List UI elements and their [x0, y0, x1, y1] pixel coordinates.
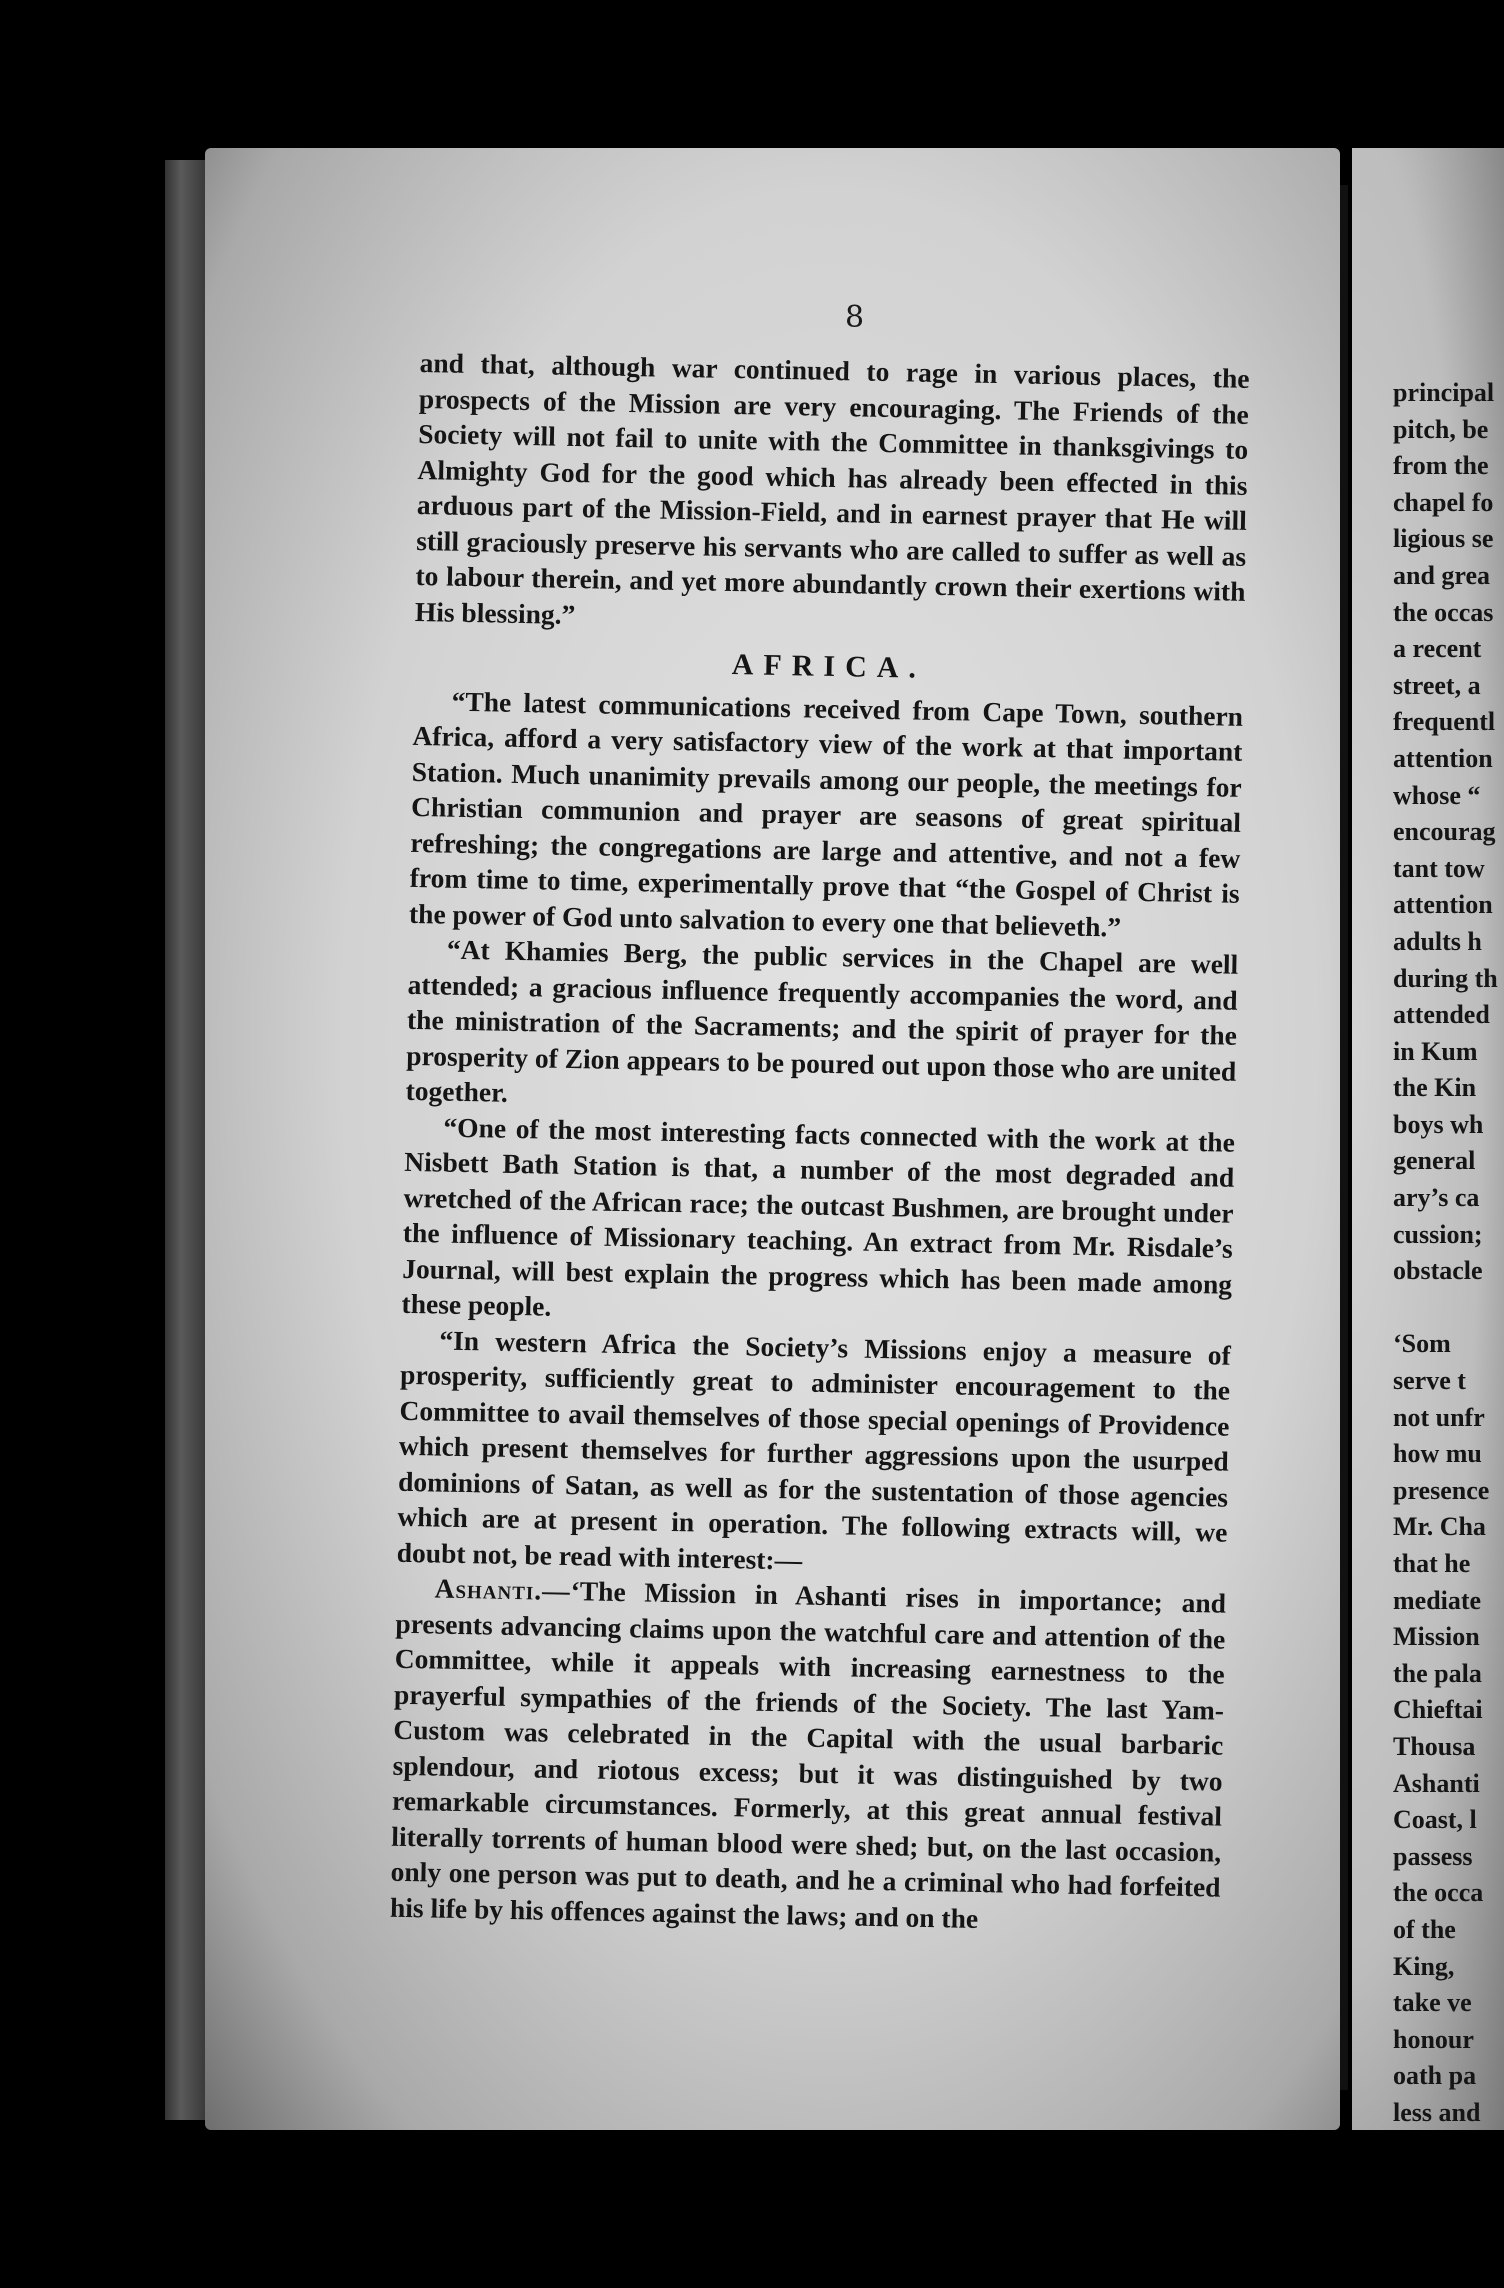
next-page-line: chapel fo — [1393, 487, 1494, 517]
next-page-line: Mission — [1393, 1622, 1480, 1652]
paragraph-western-africa: “In western Africa the Society’s Missions enjoy a measure of prosperity, sufficiently great to administer encouragement to the Committee to avail themselves of those special openings of Providence which present themselves for further aggressions upon the usurped dominions of Satan, as well as for the sustentation of those agencies which are at present in operation. The following extracts will, we doubt not, be read with interest:— — [396, 1324, 1232, 1576]
next-page-line: street, a — [1393, 670, 1481, 700]
paragraph-ashanti — [390, 1570, 1227, 1941]
next-page-line: during th — [1393, 963, 1498, 993]
next-page-line: Mr. Cha — [1393, 1512, 1486, 1542]
next-page-line: the occas — [1393, 597, 1494, 627]
next-page-line: the occa — [1393, 1878, 1484, 1908]
next-page-line: obstacle — [1393, 1256, 1483, 1286]
next-page-line: adults h — [1393, 926, 1482, 956]
next-page-line: mediate — [1393, 1585, 1482, 1615]
paragraph-nisbett-bath: “One of the most interesting facts connected with the work at the Nisbett Bath Station is that, a number of the most degraded and wretched of the African race; the outcast Bushmen, are brought under the influence of Missionary teaching. An extract from Mr. Risdale’s Journal, will best explain the progress which has been made among these people. — [401, 1111, 1236, 1322]
main-text-column — [390, 345, 1250, 1941]
next-page-line: encourag — [1393, 817, 1496, 847]
next-page-line: ary’s ca — [1393, 1183, 1480, 1213]
next-page-line — [1393, 1290, 1504, 1327]
next-page-line: passess — [1393, 1841, 1473, 1871]
next-page-text — [1393, 375, 1504, 2132]
next-page-line: cussion; — [1393, 1219, 1483, 1249]
next-page-line: attention — [1393, 890, 1493, 920]
next-page-line: ‘Som — [1393, 1329, 1451, 1359]
next-page-line: from the — [1393, 451, 1489, 481]
next-page-line: a recent — [1393, 634, 1482, 664]
next-page-line: honour — [1393, 2024, 1474, 2054]
next-page-line: Thousa — [1393, 1731, 1476, 1761]
next-page-line: the pala — [1393, 1658, 1482, 1688]
next-page-line: Coast, l — [1393, 1805, 1477, 1835]
next-page-line: oath pa — [1393, 2061, 1477, 2091]
next-page-line: tant tow — [1393, 853, 1485, 883]
next-page-line: serve t — [1393, 1366, 1466, 1396]
next-page-line: King, — [1393, 1951, 1455, 1981]
next-page-line: not unfr — [1393, 1402, 1485, 1432]
next-page-line: general — [1393, 1146, 1476, 1176]
next-page-line: Chieftai — [1393, 1695, 1483, 1725]
paragraph-intro: and that, although war continued to rage in various places, the prospects of the Mission are very encouraging. The Friends of the Society will not fail to unite with the Committee in thanksgivings to Almighty God for the good which has already been effected in this arduous part of the Mission-Field, and in earnest prayer that He will still graciously preserve his servants who are called to suffer as well as to labour therein, and yet more abundantly crown their exertions with His blessing.” — [414, 346, 1250, 630]
paragraph-cape-town: “The latest communications received from Cape Town, southern Africa, afford a very satisfactory view of the work at that important Station. Much unanimity prevails among our people, the meetings for Christian communion and prayer are seasons of great spiritual refreshing; the congregations are large and attentive, and not a few from time to time, experimentally prove that “the Gospel of Christ is the power of God unto salvation to every one that believeth.” — [408, 685, 1244, 943]
next-page-line: whose “ — [1393, 780, 1481, 810]
next-page-line: presence — [1393, 1475, 1490, 1505]
next-page-line: ligious se — [1393, 524, 1494, 554]
next-page-line: of the — [1393, 1914, 1456, 1944]
next-page-line: attended — [1393, 1000, 1490, 1030]
next-page-line: the Kin — [1393, 1073, 1477, 1103]
next-page-line: Ashanti — [1393, 1768, 1480, 1798]
next-page-line: in Kum — [1393, 1036, 1478, 1066]
ashanti-text: ‘The Mission in Ashanti rises in importance; and presents advancing claims upon the watchful care and attention of the Committee, while it appeals with increasing earnestness to the prayerful sympathies of the friends of the Society. The last Yam-Custom was celebrated in the Capital with the usual barbaric splendour, and riotous excess; but it was distinguished by two remarkable circumstances. Formerly, at this great annual festival literally torrents of human blood were shed; but, on the last occasion, only one person was put to death, and he a criminal who had forfeited his life by his offences against the laws; and on the — [389, 1575, 1227, 1934]
next-page-line: principal — [1393, 378, 1495, 407]
section-heading-africa: AFRICA. — [731, 648, 927, 685]
next-page-line: pitch, be — [1393, 414, 1489, 444]
page-edge — [165, 160, 205, 2120]
next-page-line: attention — [1393, 743, 1493, 773]
next-page-line: boys wh — [1393, 1109, 1484, 1139]
paragraph-khamies-berg: “At Khamies Berg, the public services in the Chapel are well attended; a gracious influence frequently accompanies the word, and the ministration of the Sacraments; and the spirit of prayer for the prosperity of Zion appears to be poured out upon those who are united together. — [405, 933, 1239, 1108]
next-page-line: that he — [1393, 1549, 1471, 1578]
next-page-line: take ve — [1393, 1988, 1472, 2018]
next-page-line: less and — [1393, 2097, 1481, 2127]
next-page-line: frequentl — [1393, 707, 1496, 737]
page-number: 8 — [845, 300, 865, 335]
next-page-line: how mu — [1393, 1439, 1482, 1469]
next-page-line: and grea — [1393, 560, 1491, 590]
ashanti-lead: Ashanti.— — [434, 1572, 572, 1607]
page-gutter — [1340, 185, 1348, 2090]
